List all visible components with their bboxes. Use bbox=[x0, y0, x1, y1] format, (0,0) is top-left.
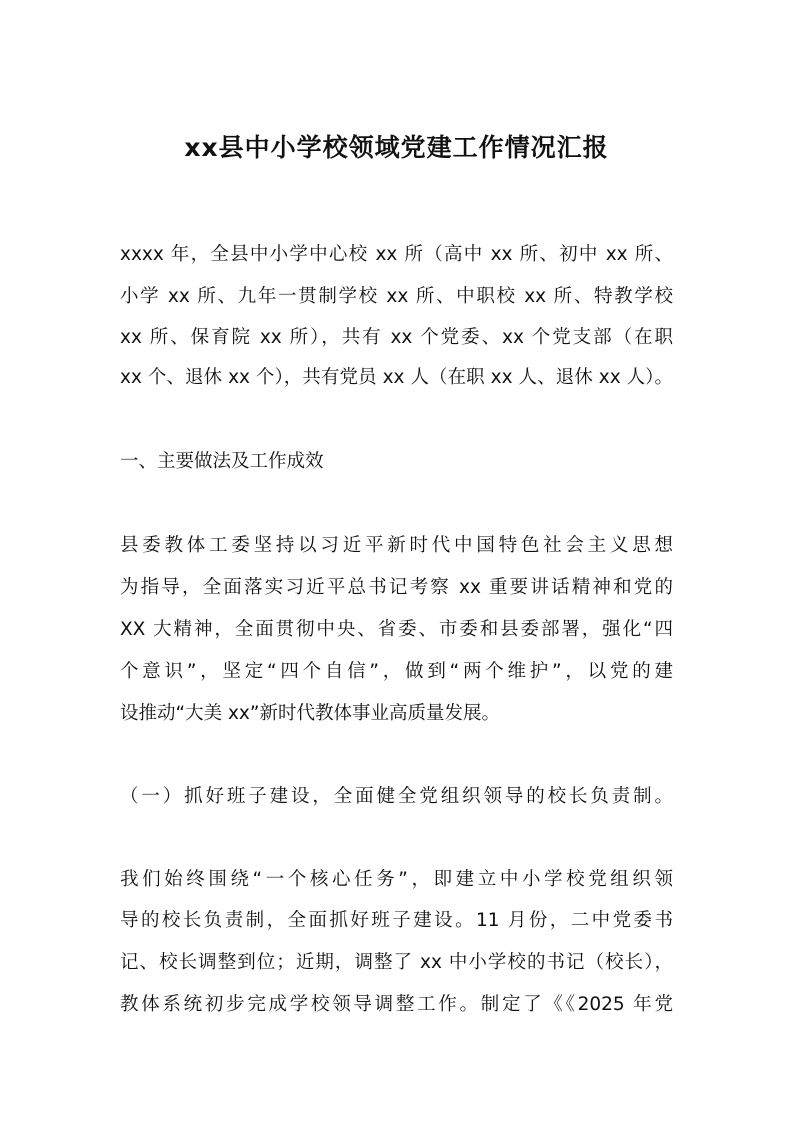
text-line: XX 大精神，全面贯彻中央、省委、市委和县委部署，强化“四 bbox=[120, 619, 673, 640]
text-line: 导的校长负责制，全面抓好班子建设。11 月份，二中党委书 bbox=[120, 910, 673, 931]
text-line: xx 个、退休 xx 个），共有党员 xx 人（在职 xx 人、退休 xx 人）。 bbox=[120, 367, 673, 388]
text-line: 我们始终围绕“一个核心任务”，即建立中小学校党组织领 bbox=[120, 869, 673, 890]
text-line: 记、校长调整到位；近期，调整了 xx 中小学校的书记（校长）， bbox=[120, 952, 673, 973]
text-line: xx 所、保育院 xx 所），共有 xx 个党委、xx 个党支部（在职 bbox=[120, 327, 673, 348]
document-title: xx县中小学校领域党建工作情况汇报 bbox=[184, 133, 609, 162]
section-heading: 一、主要做法及工作成效 bbox=[120, 451, 324, 472]
text-line: 教体系统初步完成学校领导调整工作。制定了《《2025 年党 bbox=[120, 994, 673, 1015]
text-line: xxxx 年，全县中小学中心校 xx 所（高中 xx 所、初中 xx 所、 bbox=[120, 244, 673, 265]
text-line: 个意识”，坚定“四个自信”，做到“两个维护”，以党的建 bbox=[120, 661, 673, 682]
text-line: 县委教体工委坚持以习近平新时代中国特色社会主义思想 bbox=[120, 535, 673, 556]
text-line: 小学 xx 所、九年一贯制学校 xx 所、中职校 xx 所、特教学校 bbox=[120, 286, 673, 307]
text-line: 为指导，全面落实习近平总书记考察 xx 重要讲话精神和党的 bbox=[120, 577, 673, 598]
subsection-heading: （一）抓好班子建设，全面健全党组织领导的校长负责制。 bbox=[120, 786, 673, 807]
text-line: 设推动“大美 xx”新时代教体事业高质量发展。 bbox=[120, 703, 500, 724]
